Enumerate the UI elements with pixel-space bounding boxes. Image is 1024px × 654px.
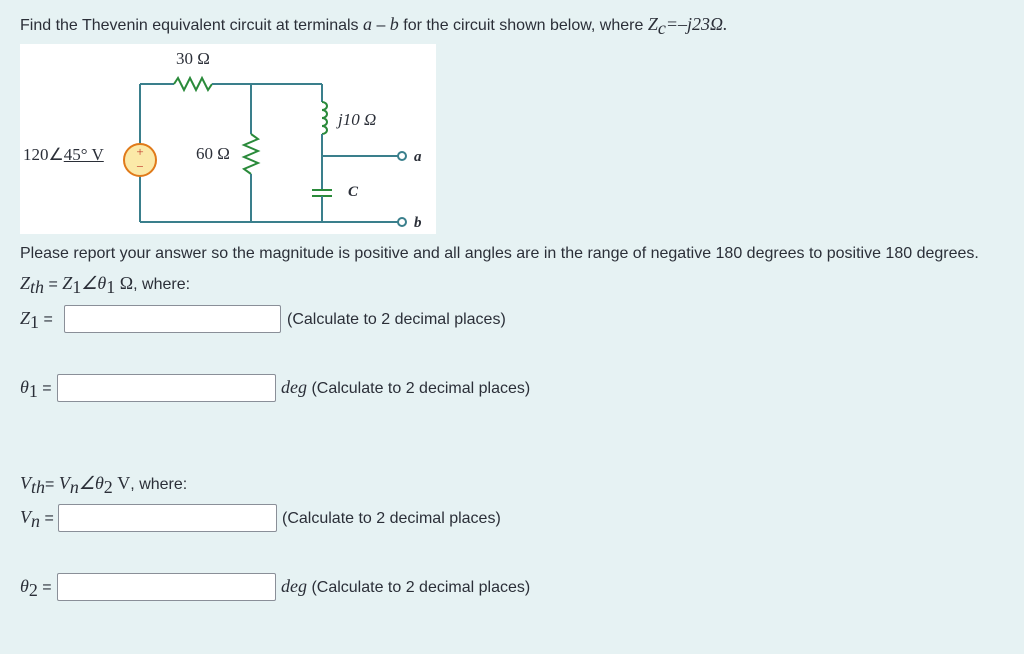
capacitor-label: C	[348, 184, 359, 200]
resistor-30-symbol	[174, 78, 212, 90]
circuit-svg	[20, 44, 436, 234]
terminal-b-label: b	[414, 215, 422, 231]
zth-definition: $Z_{th}$ = $Z_1\angle\theta_1$ Ω, where:	[20, 273, 191, 298]
question-text: Find the Thevenin equivalent circuit at terminals a – b for the circuit shown below, where $Z_c=-j23\Omega$.	[20, 14, 728, 39]
terminal-b-node	[398, 218, 406, 226]
theta1-unit-note: deg (Calculate to 2 decimal places)	[281, 377, 531, 397]
theta1-label: $\theta_1$ =	[20, 377, 52, 402]
angle-symbol: ∠	[48, 145, 64, 164]
theta2-unit-note: deg (Calculate to 2 decimal places)	[281, 576, 531, 596]
inductor-label: j10 Ω	[338, 110, 377, 129]
vth-definition: $V_{th}=$ $V_n\angle\theta_2$ V, where:	[20, 473, 188, 498]
inductor-symbol	[322, 102, 327, 134]
terminal-a-node	[398, 152, 406, 160]
source-plus-sign: +	[136, 144, 144, 159]
vn-input[interactable]	[58, 504, 277, 532]
z1-input[interactable]	[64, 305, 281, 333]
theta2-label: $\theta_2$ =	[20, 576, 52, 601]
z1-label: $Z_1$ =	[20, 308, 53, 333]
theta2-input[interactable]	[57, 573, 276, 601]
source-minus-sign: −	[136, 159, 144, 174]
source-label: 120∠45° V	[23, 145, 104, 164]
z1-note: (Calculate to 2 decimal places)	[287, 311, 506, 328]
vn-note: (Calculate to 2 decimal places)	[282, 510, 501, 527]
instruction-text: Please report your answer so the magnitude is positive and all angles are in the range of negative 180 degrees to positive 180 degrees.	[20, 245, 979, 262]
vn-label: $V_n$ =	[20, 507, 54, 532]
terminal-a-label: a	[414, 149, 422, 165]
circuit-diagram	[20, 44, 436, 234]
theta1-input[interactable]	[57, 374, 276, 402]
resistor-60-label: 60 Ω	[196, 144, 230, 163]
resistor-60-symbol	[244, 134, 258, 174]
resistor-30-label: 30 Ω	[176, 49, 210, 68]
